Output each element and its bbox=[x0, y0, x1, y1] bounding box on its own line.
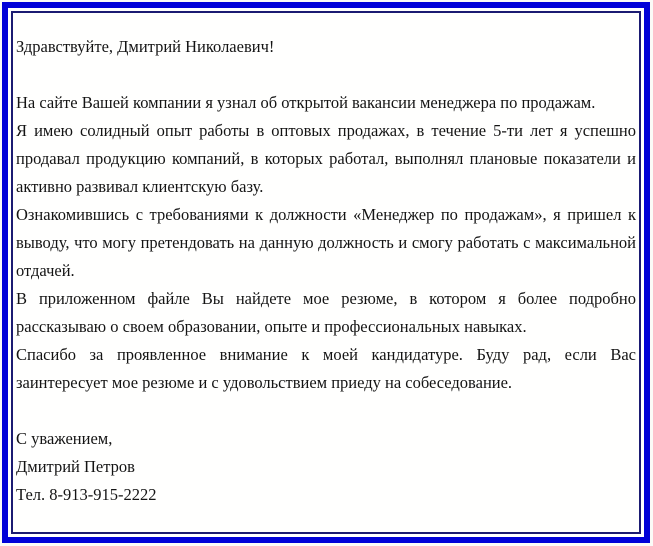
letter-paragraph-experience: Я имею солидный опыт работы в оптовых продажах, в течение 5-ти лет я успешно продавал продукцию компаний, в которых работал, выполнял плановые показатели и активно развивал клиентскую базу. bbox=[16, 121, 636, 196]
letter-frame-outer bbox=[2, 2, 650, 543]
greeting-line: Здравствуйте, Дмитрий Николаевич! bbox=[16, 37, 275, 56]
signature-regards: С уважением, bbox=[16, 429, 113, 448]
blank-line bbox=[16, 61, 636, 89]
letter-frame-inner bbox=[11, 11, 641, 534]
letter-paragraph-thanks: Спасибо за проявленное внимание к моей кандидатуре. Буду рад, если Вас заинтересует мое резюме и с удовольствием приеду на собеседование. bbox=[16, 345, 636, 392]
signature-name: Дмитрий Петров bbox=[16, 457, 135, 476]
blank-line bbox=[16, 397, 636, 425]
letter-paragraph-requirements: Ознакомившись с требованиями к должности «Менеджер по продажам», я пришел к выводу, что могу претендовать на данную должность и смогу работать с максимальной отдачей. bbox=[16, 205, 636, 280]
letter-paragraph-resume: В приложенном файле Вы найдете мое резюме, в котором я более подробно рассказываю о своем образовании, опыте и профессиональных навыках. bbox=[16, 289, 636, 336]
letter-body bbox=[13, 13, 639, 532]
letter-paragraph-intro: На сайте Вашей компании я узнал об открытой вакансии менеджера по продажам. bbox=[16, 93, 596, 112]
signature-phone: Тел. 8-913-915-2222 bbox=[16, 485, 157, 504]
